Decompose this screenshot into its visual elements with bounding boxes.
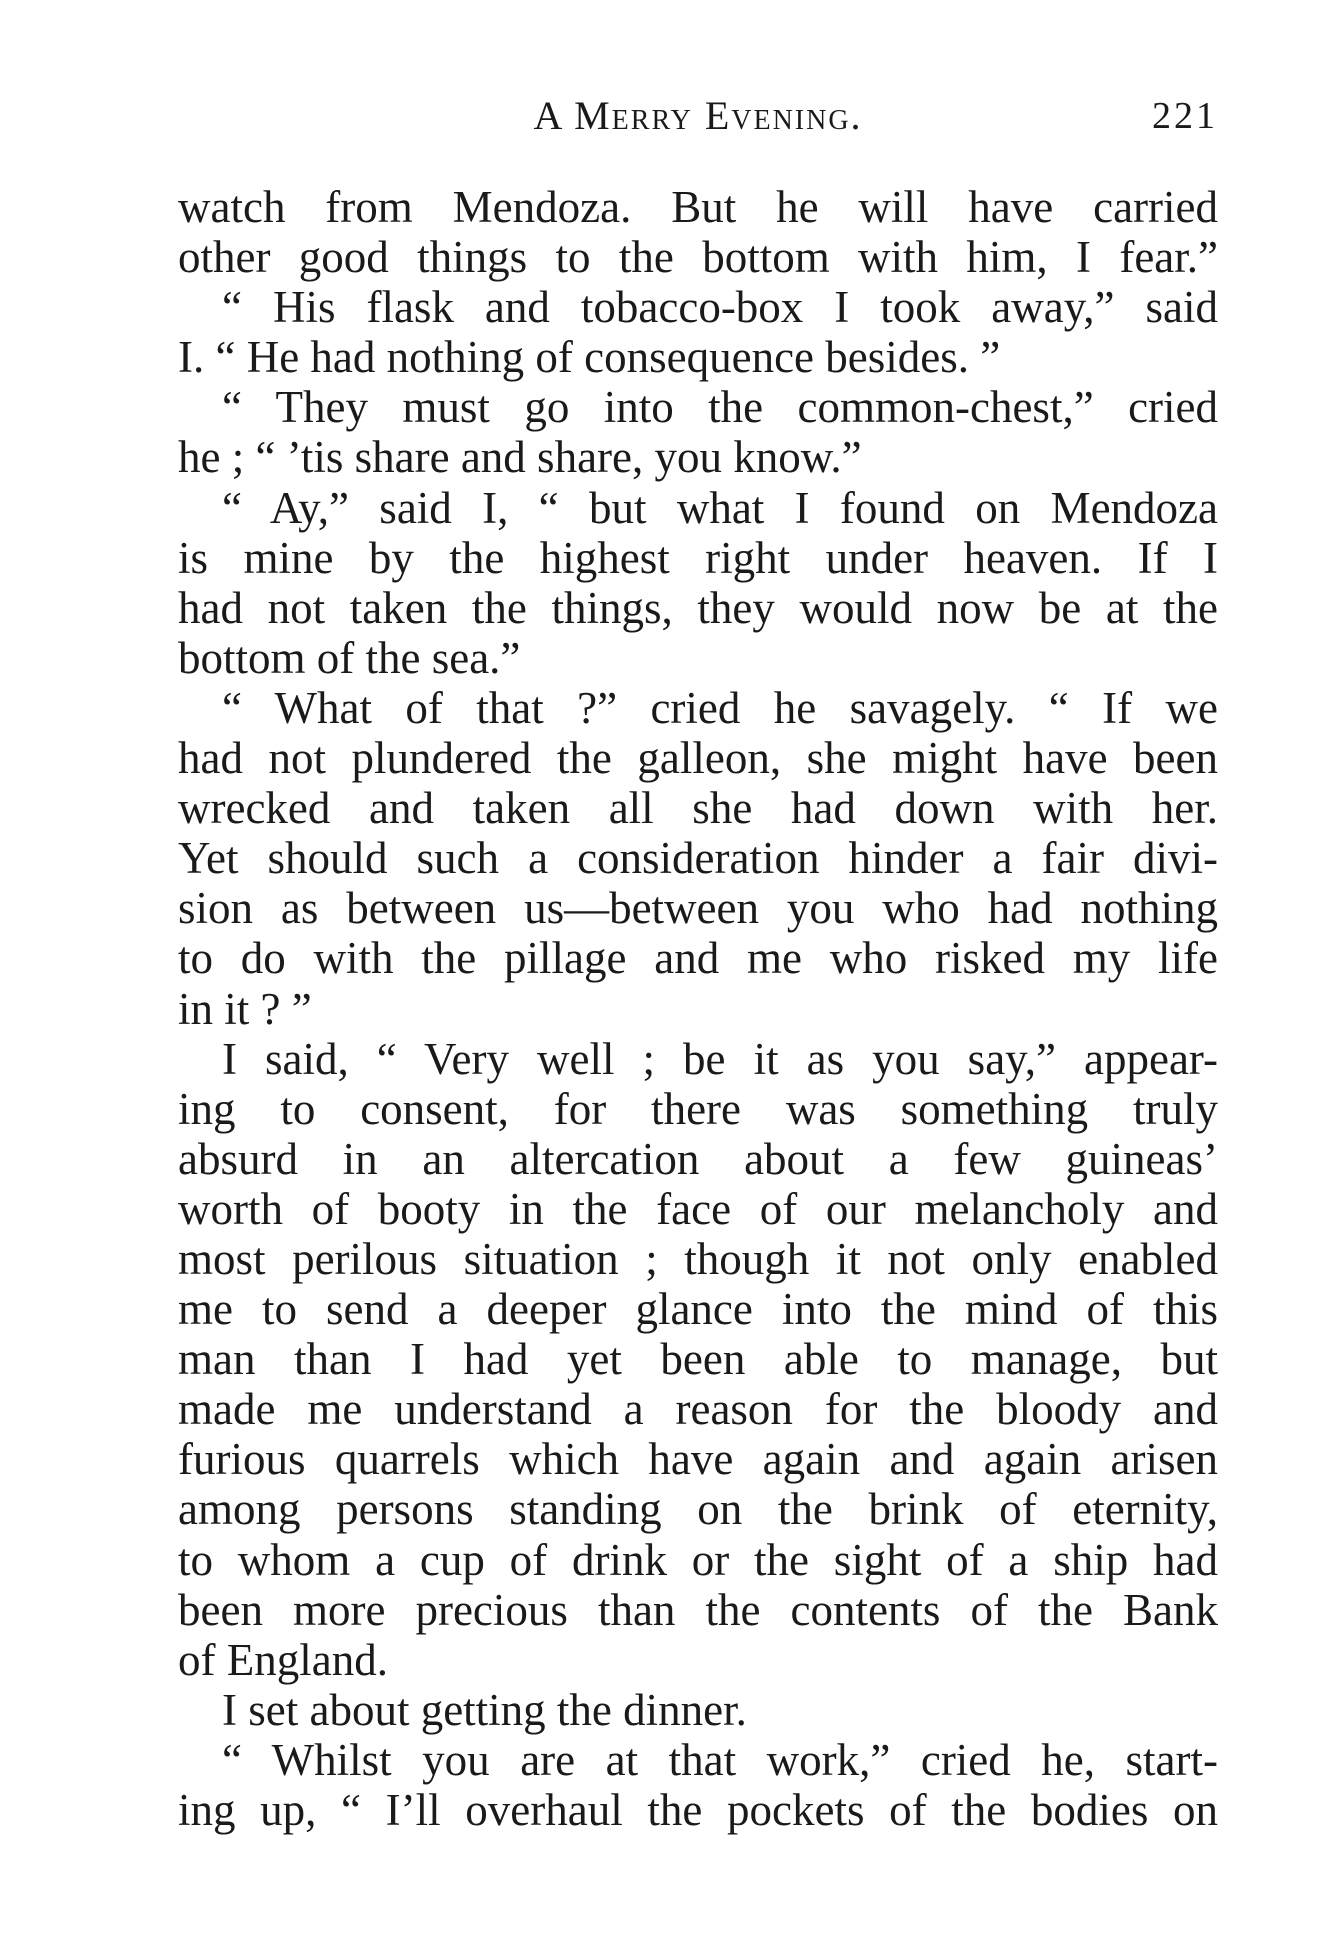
text-line: “ His flask and tobacco-box I took away,” said (222, 282, 1218, 333)
text-line: “ What of that ?” cried he savagely. “ If we (222, 682, 1218, 733)
text-line: “ Ay,” said I, “ but what I found on Mendoza (222, 482, 1218, 533)
text-line: to do with the pillage and me who risked my life (178, 933, 1218, 984)
text-line: worth of booty in the face of our melancholy and (178, 1183, 1218, 1234)
text-line: ing up, “ I’ll overhaul the pockets of the bodies on (178, 1785, 1218, 1835)
text-line: I said, “ Very well ; be it as you say,” appear- (222, 1033, 1218, 1084)
text-line: wrecked and taken all she had down with her. (178, 783, 1218, 834)
text-line: is mine by the highest right under heaven. If I (178, 532, 1218, 583)
text-line: in it ? ” (178, 983, 312, 1034)
text-line: most perilous situation ; though it not only enabled (178, 1233, 1218, 1284)
text-line: he ; “ ’tis share and share, you know.” (178, 432, 862, 483)
text-line: “ They must go into the common-chest,” cried (222, 382, 1218, 433)
body-text (178, 182, 1218, 1835)
page-number: 221 (1152, 95, 1218, 137)
text-line: absurd in an altercation about a few guineas’ (178, 1133, 1218, 1184)
text-line: furious quarrels which have again and again arisen (178, 1434, 1218, 1485)
text-line: I. “ He had nothing of consequence besides. ” (178, 332, 1001, 383)
running-title: A Merry Evening. (533, 93, 863, 138)
text-line: Yet should such a consideration hinder a fair divi- (178, 833, 1218, 884)
text-line: bottom of the sea.” (178, 632, 521, 683)
text-line: among persons standing on the brink of eternity, (178, 1484, 1218, 1535)
text-line: to whom a cup of drink or the sight of a ship had (178, 1534, 1218, 1585)
text-line: “ Whilst you are at that work,” cried he, start- (222, 1734, 1218, 1785)
text-line: me to send a deeper glance into the mind of this (178, 1284, 1218, 1335)
text-line: watch from Mendoza. But he will have carried (178, 182, 1218, 232)
text-line: I set about getting the dinner. (222, 1684, 747, 1735)
text-line: other good things to the bottom with him, I fear.” (178, 232, 1218, 283)
text-line: made me understand a reason for the bloody and (178, 1384, 1218, 1435)
text-line: been more precious than the contents of the Bank (178, 1584, 1218, 1635)
text-line: had not taken the things, they would now be at the (178, 582, 1218, 633)
text-line: ing to consent, for there was something truly (178, 1083, 1218, 1134)
running-head (178, 88, 1218, 144)
text-line: had not plundered the galleon, she might have been (178, 733, 1218, 784)
text-line: of England. (178, 1634, 388, 1685)
text-line: man than I had yet been able to manage, but (178, 1334, 1218, 1385)
text-line: sion as between us—between you who had nothing (178, 883, 1218, 934)
